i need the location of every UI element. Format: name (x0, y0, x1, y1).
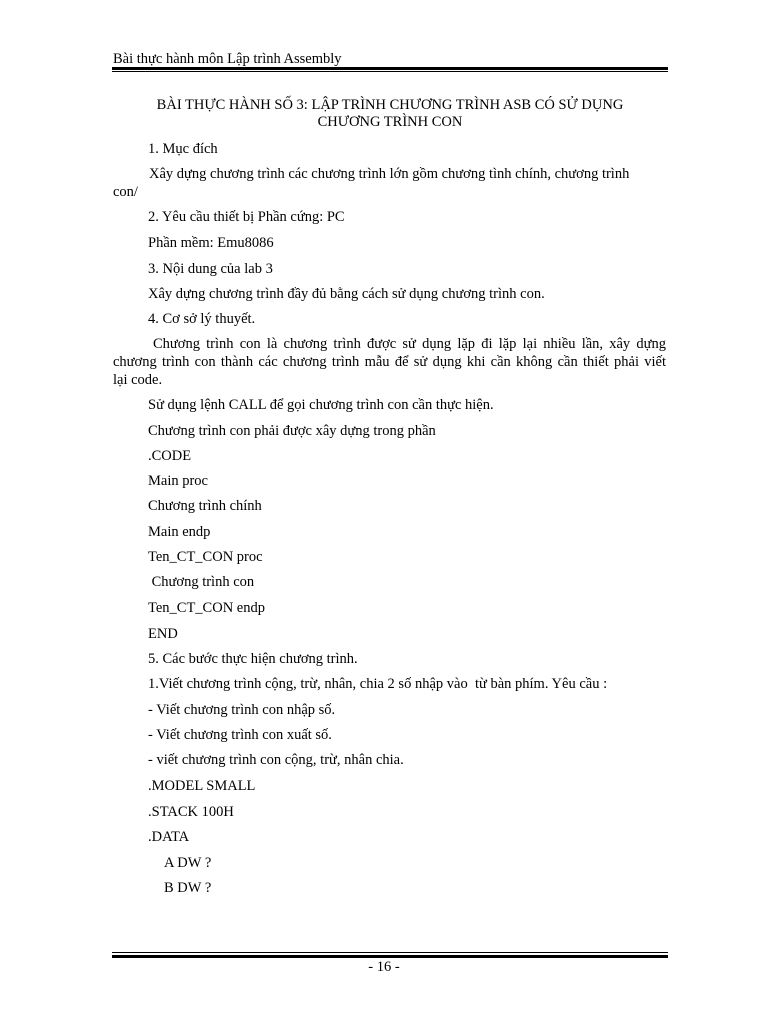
code-line: Chương trình chính (148, 498, 262, 514)
section-4-build: Chương trình con phải được xây dựng trong phần (148, 423, 436, 439)
section-3-body: Xây dựng chương trình đầy đủ bằng cách sử dụng chương trình con. (148, 286, 545, 302)
page-header-title: Bài thực hành môn Lập trình Assembly (113, 51, 342, 67)
asm-line: .DATA (148, 829, 190, 845)
section-5-requirement: - viết chương trình con cộng, trừ, nhân chia. (148, 752, 404, 768)
header-rule-thin (112, 71, 668, 72)
code-line: END (148, 626, 178, 642)
section-5-requirement: - Viết chương trình con xuất số. (148, 727, 332, 743)
code-line: Ten_CT_CON endp (148, 600, 265, 616)
footer-rule-thin (112, 952, 668, 953)
section-4-paragraph-line3: lại code. (113, 372, 163, 388)
code-line: .CODE (148, 448, 192, 464)
section-2-software: Phần mềm: Emu8086 (148, 235, 274, 251)
section-5-task: 1.Viết chương trình cộng, trừ, nhân, chia 2 số nhập vào từ bàn phím. Yêu cầu : (148, 676, 608, 692)
section-4-paragraph (113, 335, 666, 389)
code-line: Main endp (148, 524, 211, 540)
section-4-heading: 4. Cơ sở lý thuyết. (148, 311, 256, 327)
section-3-heading: 3. Nội dung của lab 3 (148, 261, 273, 277)
section-5-heading: 5. Các bước thực hiện chương trình. (148, 651, 358, 667)
section-4-paragraph-line2: chương trình con thành các chương trình mẫu để sử dụng khi cần không cần thiết phải viết (113, 354, 666, 370)
document-title-line1: BÀI THỰC HÀNH SỐ 3: LẬP TRÌNH CHƯƠNG TRÌNH ASB CÓ SỬ DỤNG (156, 97, 624, 113)
section-1-heading: 1. Mục đích (148, 141, 218, 157)
section-4-paragraph-line1: Chương trình con là chương trình được sử dụng lặp đi lặp lại nhiều lần, xây dựng (153, 336, 666, 352)
page-number: - 16 - (368, 959, 400, 975)
section-1-body-line1: Xây dựng chương trình các chương trình lớn gồm chương tình chính, chương trình (149, 166, 630, 182)
footer-rule-thick (112, 955, 668, 958)
section-2-heading: 2. Yêu cầu thiết bị Phần cứng: PC (148, 209, 345, 225)
code-line: Main proc (148, 473, 208, 489)
asm-data-line: A DW ? (164, 855, 212, 871)
asm-line: .MODEL SMALL (148, 778, 256, 794)
asm-line: .STACK 100H (148, 804, 234, 820)
section-1-body-line2: con/ (113, 184, 138, 200)
code-line: Ten_CT_CON proc (148, 549, 263, 565)
section-4-call: Sử dụng lệnh CALL để gọi chương trình con cần thực hiện. (148, 397, 494, 413)
document-title-line2: CHƯƠNG TRÌNH CON (317, 114, 463, 130)
header-rule-thick (112, 67, 668, 70)
section-5-requirement: - Viết chương trình con nhập số. (148, 702, 336, 718)
code-line: Chương trình con (148, 574, 255, 590)
asm-data-line: B DW ? (164, 880, 212, 896)
document-title (112, 97, 668, 131)
